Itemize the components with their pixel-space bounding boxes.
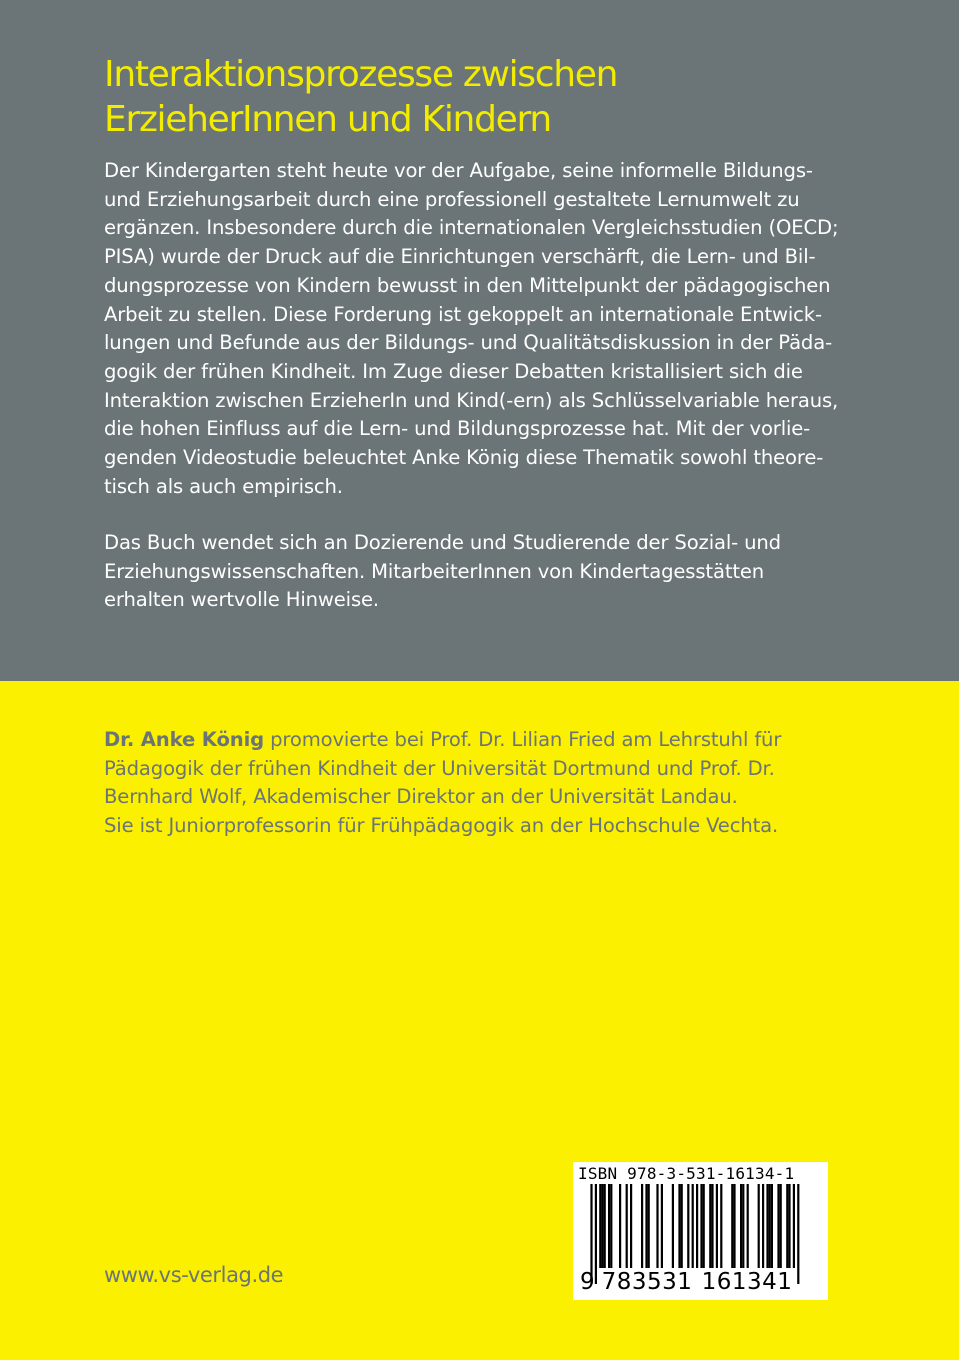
author-biography	[104, 726, 904, 841]
bio-line: Bernhard Wolf, Akademischer Direktor an der Universität Landau.	[104, 785, 738, 809]
barcode-bar	[766, 1184, 768, 1270]
barcode-bar	[788, 1184, 790, 1270]
barcode-bar	[681, 1184, 683, 1270]
bio-line: Pädagogik der frühen Kindheit der Universität Dortmund und Prof. Dr.	[104, 756, 775, 780]
barcode-bar	[641, 1184, 643, 1270]
bio-line-text: promovierte bei Prof. Dr. Lilian Fried am Lehrstuhl für	[264, 728, 782, 751]
audience-line: Das Buch wendet sich an Dozierende und Studierende der Sozial- und	[104, 531, 781, 554]
barcode-bar	[762, 1184, 764, 1270]
audience-line: erhalten wertvolle Hinweise.	[104, 588, 380, 612]
barcode-bar	[599, 1184, 601, 1270]
barcode-bar	[601, 1184, 603, 1270]
blurb-line: Der Kindergarten steht heute vor der Aufgabe, seine informelle Bildungs-	[104, 159, 813, 182]
title-line: Interaktionsprozesse zwischen	[104, 54, 618, 95]
barcode-bar	[758, 1184, 760, 1270]
description-paragraph	[104, 157, 904, 501]
blurb-line: Interaktion zwischen ErzieherIn und Kind(-ern) als Schlüsselvariable heraus,	[104, 388, 839, 412]
title-line: ErzieherInnen und Kindern	[104, 99, 551, 140]
barcode-bar	[703, 1184, 705, 1270]
blurb-line: lungen und Befunde aus der Bildungs- und Qualitätsdiskussion in der Päda-	[104, 331, 832, 355]
barcode-bar	[700, 1184, 702, 1270]
book-title	[104, 52, 864, 142]
barcode-digit-first: 9	[580, 1269, 595, 1295]
barcode-bar	[716, 1184, 718, 1270]
barcode-bar	[742, 1184, 744, 1270]
barcode-bar	[709, 1184, 711, 1270]
barcode-bar	[619, 1184, 621, 1270]
barcode-bar	[747, 1184, 749, 1270]
blurb-line: und Erziehungsarbeit durch eine professionell gestaltete Lernumwelt zu	[104, 187, 800, 211]
blurb-line: PISA) wurde der Druck auf die Einrichtungen verschärft, die Lern- und Bil-	[104, 245, 816, 269]
isbn-barcode	[573, 1162, 828, 1300]
barcode-bar	[777, 1184, 779, 1270]
barcode-bar	[645, 1184, 647, 1270]
blurb-line: ergänzen. Insbesondere durch die internationalen Vergleichsstudien (OECD;	[104, 216, 839, 240]
barcode-digits	[573, 1268, 828, 1298]
barcode-bar	[731, 1184, 733, 1270]
barcode-bar	[626, 1184, 628, 1270]
bio-line	[104, 726, 904, 755]
barcode-bar	[769, 1184, 771, 1270]
barcode-bar	[733, 1184, 735, 1270]
barcode-bar	[630, 1184, 632, 1270]
audience-paragraph	[104, 529, 904, 615]
barcode-bar	[780, 1184, 782, 1270]
isbn-label: ISBN 978-3-531-16134-1	[578, 1164, 795, 1183]
barcode-bar	[672, 1184, 674, 1270]
barcode-bar	[610, 1184, 612, 1270]
blurb-line: genden Videostudie beleuchtet Anke König diese Thematik sowohl theore-	[104, 446, 824, 470]
barcode-bar	[687, 1184, 689, 1270]
barcode-bar	[711, 1184, 713, 1270]
blurb-line: tisch als auch empirisch.	[104, 474, 343, 498]
barcode-bar	[740, 1184, 742, 1270]
barcode-bar	[720, 1184, 722, 1270]
barcode-bar	[604, 1184, 606, 1270]
blurb-line: gogik der frühen Kindheit. Im Zuge dieser Debatten kristallisiert sich die	[104, 359, 803, 383]
audience-line: Erziehungswissenschaften. MitarbeiterInnen von Kindertagesstätten	[104, 559, 765, 583]
barcode-bar	[786, 1184, 788, 1270]
barcode-bar	[608, 1184, 610, 1270]
barcode-digits-right: 161341	[697, 1268, 797, 1296]
barcode-digits-left: 783531	[597, 1268, 697, 1296]
blurb-line: die hohen Einfluss auf die Lern- und Bildungsprozesse hat. Mit der vorlie-	[104, 417, 811, 441]
barcode-bar	[771, 1184, 773, 1270]
publisher-website[interactable]: www.vs-verlag.de	[104, 1263, 284, 1287]
barcode-bar	[656, 1184, 658, 1270]
blurb-line: Arbeit zu stellen. Diese Forderung ist gekoppelt an internationale Entwick-	[104, 302, 822, 326]
barcode-bar	[648, 1184, 650, 1270]
blurb-line: dungsprozesse von Kindern bewusst in den Mittelpunkt der pädagogischen	[104, 273, 831, 297]
bio-line: Sie ist Juniorprofessorin für Frühpädagogik an der Hochschule Vechta.	[104, 814, 779, 838]
barcode-bar	[661, 1184, 663, 1270]
barcode-bar	[678, 1184, 680, 1270]
author-name: Dr. Anke König	[104, 728, 265, 751]
